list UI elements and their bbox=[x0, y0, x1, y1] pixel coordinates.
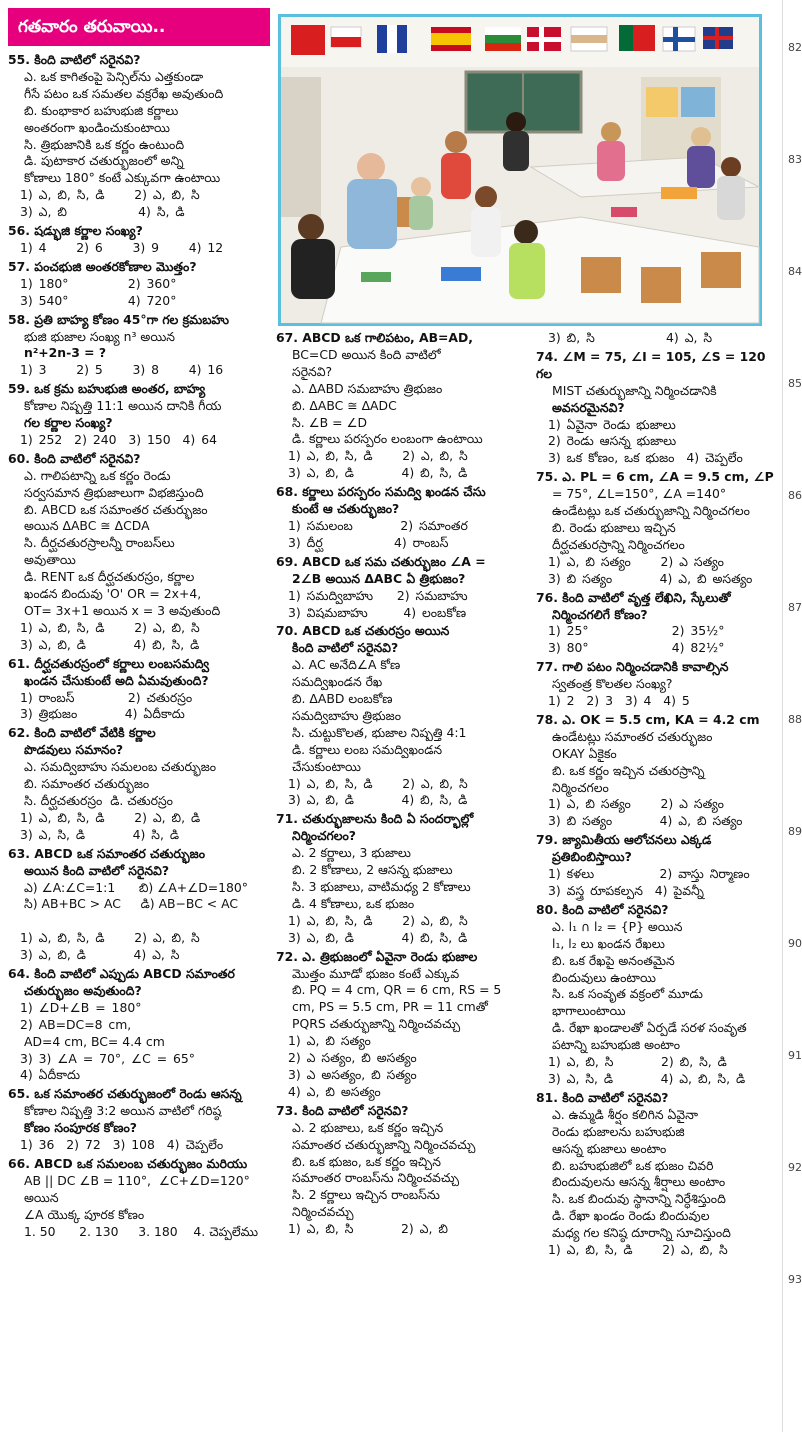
cut-off-question-number: 91 bbox=[788, 1049, 802, 1062]
question-block bbox=[8, 223, 270, 257]
question-list-1 bbox=[8, 52, 270, 1241]
question-block bbox=[276, 949, 540, 1101]
question-block bbox=[276, 811, 540, 946]
column-2 bbox=[276, 330, 540, 1240]
answer-options: 1) కళలు 2) వాస్తు నిర్మాణం bbox=[548, 866, 750, 882]
question-line: ఎ. 2 భుజాలు, ఒక కర్ణం ఇచ్చిన bbox=[292, 1119, 444, 1135]
answer-options: 1) 36 2) 72 3) 108 4) చెప్పలేం bbox=[20, 1137, 224, 1153]
question-line: బి. 2 కోణాలు, 2 ఆసన్న భుజాలు bbox=[292, 862, 453, 878]
question-line: బి. ΔABC ≅ ΔADC bbox=[292, 397, 397, 413]
question-line: నిర్మించగలం bbox=[552, 779, 609, 795]
question-block bbox=[8, 656, 270, 724]
answer-options: 3) ఎ, బి, డి 4) బి, సి, డి bbox=[20, 636, 200, 652]
answer-options: 1) ఏవైనా రెండు భుజాలు bbox=[548, 416, 676, 432]
question-line: భాగాలుంటాయి bbox=[552, 1003, 626, 1019]
answer-options: 3) 3) ∠A = 70°, ∠C = 65° bbox=[20, 1050, 195, 1066]
question-block bbox=[536, 832, 782, 900]
question-line: ఎ. l₁ ∩ l₂ = {P} అయిన bbox=[552, 918, 683, 934]
question-line: PQRS చతుర్భుజాన్ని నిర్మించవచ్చు bbox=[292, 1016, 461, 1032]
answer-options: 1) 3 2) 5 3) 8 4) 16 bbox=[20, 362, 224, 378]
answer-options: 3) దీర్ఘ 4) రాంబస్ bbox=[288, 534, 449, 550]
question-title: 81. కింది వాటిలో సరైనవి? bbox=[536, 1089, 669, 1105]
question-block bbox=[8, 259, 270, 310]
question-line: స్వతంత్ర కొలతల సంఖ్య? bbox=[552, 676, 673, 692]
question-title: 72. ఎ. త్రిభుజంలో ఏవైనా రెండు భుజాల bbox=[276, 948, 478, 964]
answer-options: 3) ఎ, బి, డి 4) బి, సి, డి bbox=[288, 929, 468, 945]
question-title: 57. పంచభుజి అంతరకోణాల మొత్తం? bbox=[8, 258, 197, 274]
answer-options: 1) ఎ, బి సత్యం 2) ఎ సత్యం bbox=[548, 796, 724, 812]
answer-options: 3) ఎ, సి, డి 4) ఎ, బి, సి, డి bbox=[548, 1070, 746, 1086]
question-line: ఎ. ఒక కాగితంపై పెన్సిల్‌ను ఎత్తకుండా bbox=[24, 68, 204, 84]
question-title: 58. ప్రతి బాహ్య కోణం 45°గా గల క్రమబహు bbox=[8, 311, 229, 327]
question-line: బిందువులను ఆసన్న శీర్షాలు అంటాం bbox=[552, 1174, 726, 1190]
question-block bbox=[8, 1156, 270, 1241]
question-line: డి. కర్ణాలు లంబ సమద్విఖండన bbox=[292, 741, 443, 757]
question-line: బి. రెండు భుజాలు ఇచ్చిన bbox=[552, 519, 676, 535]
answer-options: 1) ఎ, బి, సి, డి 2) ఎ, బి, డి bbox=[20, 809, 201, 825]
question-block bbox=[276, 554, 540, 622]
answer-options: 1) ఎ, బి, సి, డి 2) ఎ, బి, సి bbox=[548, 1242, 728, 1258]
answer-options: 1) రాంబస్ 2) చతురస్రం bbox=[20, 689, 193, 705]
column-1 bbox=[8, 0, 270, 1243]
answer-options: 1) 180° 2) 360° bbox=[20, 275, 177, 291]
cut-off-question-number: 82 bbox=[788, 41, 802, 54]
answer-options: 1) ఎ, బి, సి, డి 2) ఎ, బి, సి bbox=[288, 912, 468, 928]
question-line: సి. ఒక సంవృత వక్రంలో మూడు bbox=[552, 986, 703, 1002]
question-title: 73. కింది వాటిలో సరైనవి? bbox=[276, 1102, 409, 1118]
answer-options: 1) 2 2) 3 3) 4 4) 5 bbox=[548, 693, 690, 709]
question-line: MIST చతుర్భుజాన్ని నిర్మించడానికి bbox=[552, 382, 717, 398]
question-title: 59. ఒక క్రమ బహుభుజి అంతర, బాహ్య bbox=[8, 381, 206, 397]
answer-options: 3) విషమబాహు 4) లంబకోణ bbox=[288, 604, 467, 620]
question-line: డి. రేఖా ఖండం రెండు బిందువుల bbox=[552, 1208, 710, 1224]
answer-options: 3) 540° 4) 720° bbox=[20, 292, 177, 308]
question-line: బిందువులు ఉంటాయి bbox=[552, 969, 656, 985]
question-line: ఆసన్న భుజాలు అంటాం bbox=[552, 1140, 667, 1156]
question-block bbox=[536, 590, 782, 658]
question-title: 68. కర్ణాలు పరస్పరం సమద్వి ఖండన చేసు bbox=[276, 484, 486, 500]
answer-options: 3) ఒక కోణం, ఒక భుజం 4) చెప్పలేం bbox=[548, 450, 743, 466]
answer-options: 1) ఎ, బి, సి, డి 2) ఎ, బి, సి bbox=[20, 930, 200, 946]
question-line: సి. ఒక బిందువు స్థానాన్ని నిర్ధేశిస్తుంది bbox=[552, 1191, 726, 1207]
question-block bbox=[8, 846, 270, 964]
cut-off-question-number: 84 bbox=[788, 265, 802, 278]
question-block bbox=[536, 712, 782, 830]
question-line: నిర్మించగలం? bbox=[292, 828, 356, 844]
question-block bbox=[8, 1086, 270, 1154]
answer-options: 3) ఎ, బి 4) సి, డి bbox=[20, 204, 185, 220]
question-block bbox=[8, 451, 270, 654]
answer-options: 1) 252 2) 240 3) 150 4) 64 bbox=[20, 431, 217, 447]
answer-options: 3) త్రిభుజం 4) ఏదీకాదు bbox=[20, 706, 185, 722]
classroom-illustration bbox=[281, 17, 759, 323]
question-line: బి. బహుభుజిలో ఒక భుజం చివరి bbox=[552, 1157, 714, 1173]
question-block bbox=[8, 966, 270, 1084]
question-line: గీసే పటం ఒక సమతల వక్రరేఖ అవుతుంది bbox=[24, 85, 224, 101]
cut-off-question-number: 93 bbox=[788, 1273, 802, 1286]
question-title: 74. ∠M = 75, ∠I = 105, ∠S = 120 గల bbox=[536, 348, 770, 381]
question-title: 64. కింది వాటిలో ఎప్పుడు ABCD సమాంతర bbox=[8, 966, 235, 982]
question-line: కింది వాటిలో సరైనవి? bbox=[292, 640, 399, 656]
question-line: OT= 3x+1 అయిన x = 3 అవుతుంది bbox=[24, 603, 221, 618]
question-line: సి. దీర్ఘచతురస్రం డి. చతురస్రం bbox=[24, 792, 173, 808]
question-line: నిర్మించగలిగే కోణం? bbox=[552, 606, 648, 622]
question-line: సమాంతర చతుర్భుజాన్ని నిర్మించవచ్చు bbox=[292, 1136, 476, 1152]
answer-options: 3) బి సత్యం 4) ఎ, బి సత్యం bbox=[548, 813, 743, 829]
section-banner: గతవారం తరువాయి.. bbox=[8, 8, 270, 46]
question-line: ఎ) ∠A:∠C=1:1 బి) ∠A+∠D=180° bbox=[24, 879, 249, 895]
question-line: సి. దీర్ఘచతురస్రాలన్నీ రాంబస్‌లు bbox=[24, 535, 175, 551]
answer-options: 3) ఎ, సి, డి 4) సి, డి bbox=[20, 826, 179, 842]
question-line: సమాంతర రాంబస్‌ను నిర్మించవచ్చు bbox=[292, 1170, 460, 1186]
question-line: డి. RENT ఒక దీర్ఘచతురస్రం, కర్ణాల bbox=[24, 569, 195, 585]
question-title: 65. ఒక సమాంతర చతుర్భుజంలో రెండు ఆసన్న bbox=[8, 1086, 242, 1102]
question-line: ప్రతిబింబిస్తాయి? bbox=[552, 849, 632, 865]
question-line: కోణం సంపూరక కోణం? bbox=[24, 1120, 137, 1136]
question-line: OKAY ఏకైకం bbox=[552, 745, 617, 761]
question-block bbox=[276, 1103, 540, 1238]
question-line: పటాన్ని బహుభుజి అంటాం bbox=[552, 1037, 680, 1053]
question-line: ఎ. ΔABD సమబాహు త్రిభుజం bbox=[292, 380, 443, 396]
question-title: 79. జ్యామితీయ ఆలోచనలు ఎక్కడ bbox=[536, 832, 712, 848]
answer-options: 1) సమద్విబాహు 2) సమబాహు bbox=[288, 587, 468, 603]
answer-options: 1) ఎ, బి, సి 2) ఎ, బి bbox=[288, 1221, 448, 1237]
question-block bbox=[276, 484, 540, 552]
question-line: గల కర్ణాల సంఖ్య? bbox=[24, 415, 113, 431]
question-line: డి. కర్ణాలు పరస్పరం లంబంగా ఉంటాయి bbox=[292, 431, 483, 447]
answer-options: 3) వస్త్ర రూపకల్పన 4) పైవన్నీ bbox=[548, 883, 704, 898]
question-title: 66. ABCD ఒక సమలంబ చతుర్భుజం మరియు bbox=[8, 1156, 248, 1171]
answer-options: 1) ఎ, బి, సి, డి 2) ఎ, బి, సి bbox=[20, 619, 200, 635]
question-line: బి. ABCD ఒక సమాంతర చతుర్భుజం bbox=[24, 501, 208, 517]
question-title: 56. షడ్భుజి కర్ణాల సంఖ్య? bbox=[8, 223, 143, 239]
question-line: ఎ. గాలిపటాన్ని ఒక కర్ణం రెండు bbox=[24, 467, 171, 483]
question-line: = 75°, ∠L=150°, ∠A =140° bbox=[552, 486, 727, 502]
cut-off-question-number: 85 bbox=[788, 377, 802, 390]
question-line: మొత్తం మూడో భుజం కంటే ఎక్కువ bbox=[292, 965, 460, 981]
answer-options: 3) ఎ, బి, డి 4) బి, సి, డి bbox=[288, 792, 468, 808]
question-title: 75. ఎ. PL = 6 cm, ∠A = 9.5 cm, ∠P bbox=[536, 469, 774, 485]
question-line: సి. 3 భుజాలు, వాటిమధ్య 2 కోణాలు bbox=[292, 879, 471, 894]
answer-options: 3) బి సత్యం 4) ఎ, బి అసత్యం bbox=[548, 570, 753, 586]
answer-options: 2) రెండు ఆసన్న భుజాలు bbox=[548, 433, 677, 449]
question-block bbox=[8, 312, 270, 380]
question-line: బి. ΔABD లంబకోణ bbox=[292, 691, 393, 707]
answer-options: 3) ఎ, బి, డి 4) ఎ, సి bbox=[20, 947, 180, 963]
question-line: డి. పుటాకార చతుర్భుజంలో అన్ని bbox=[24, 153, 184, 169]
question-line: బి. ఒక కర్ణం ఇచ్చిన చతురస్రాన్ని bbox=[552, 762, 705, 778]
answer-options: 1) ఎ, బి, సి, డి 2) ఎ, బి, సి bbox=[20, 187, 200, 203]
question-line bbox=[8, 913, 270, 930]
question-block bbox=[536, 349, 782, 467]
question-line: ఉండేటట్లు సమాంతర చతుర్భుజం bbox=[552, 728, 713, 744]
question-line: పొడవులు సమానం? bbox=[24, 742, 124, 758]
question-title: 76. కింది వాటిలో వృత్త లేఖిని, స్కేలుతో bbox=[536, 589, 731, 605]
question-title: 55. కింది వాటిలో సరైనవి? bbox=[8, 52, 141, 67]
question-line: BC=CD అయిన కింది వాటిలో bbox=[292, 346, 441, 362]
question-title: 60. కింది వాటిలో సరైనవి? bbox=[8, 450, 141, 466]
question-block bbox=[536, 1090, 782, 1259]
answer-options: 1) 4 2) 6 3) 9 4) 12 bbox=[20, 239, 224, 255]
answer-options: 2) AB=DC=8 cm, bbox=[20, 1016, 132, 1032]
question-line: AB || DC ∠B = 110°, ∠C+∠D=120° అయిన bbox=[24, 1172, 254, 1205]
question-line: అవసరమైనవి? bbox=[552, 399, 625, 415]
cut-off-question-number: 92 bbox=[788, 1161, 802, 1174]
question-line: ఎ. 2 కర్ణాలు, 3 భుజాలు bbox=[292, 845, 411, 861]
question-line: రెండు భుజాలను బహుభుజి bbox=[552, 1123, 685, 1139]
question-line: బి. సమాంతర చతుర్భుజం bbox=[24, 776, 150, 792]
answer-options: 1) ఎ, బి, సి, డి 2) ఎ, బి, సి bbox=[288, 448, 468, 464]
answer-options: 2) ఎ సత్యం, బి అసత్యం bbox=[288, 1050, 417, 1066]
answer-options: 1) సమలంబ 2) సమాంతర bbox=[288, 517, 468, 533]
question-line: కోణాల నిష్పత్తి 3:2 అయిన వాటిలో గరిష్ఠ bbox=[24, 1103, 222, 1119]
question-line: l₁, l₂ లు ఖండన రేఖలు bbox=[552, 935, 665, 951]
question-line: అయిన కింది వాటిలో సరైనవి? bbox=[24, 862, 170, 878]
question-line: ∠A యొక్క పూరక కోణం bbox=[24, 1206, 145, 1222]
question-line: అవుతాయి bbox=[24, 552, 76, 568]
question-line: సమద్విబాహు త్రిభుజం bbox=[292, 707, 401, 723]
question-block bbox=[8, 381, 270, 449]
question-title: 69. ABCD ఒక సమ చతుర్భుజం ∠A = bbox=[276, 553, 486, 569]
answer-options: 3) ఎ అసత్యం, బి సత్యం bbox=[288, 1066, 417, 1082]
question-line: ఎ. సమద్విబాహు సమలంబ చతుర్భుజం bbox=[24, 759, 217, 775]
question-title: 71. చతుర్భుజాలను కింది ఏ సందర్భాల్లో bbox=[276, 811, 474, 827]
question-line: 1. 50 2. 130 3. 180 4. చెప్పలేము bbox=[24, 1223, 259, 1239]
question-line: సి. త్రిభుజానికి ఒక కర్ణం ఉంటుంది bbox=[24, 136, 185, 152]
answer-options: 3) బి, సి 4) ఎ, సి bbox=[548, 330, 713, 345]
question-line: భుజి భుజాల సంఖ్య n³ అయిన bbox=[24, 328, 175, 344]
question-line: బి. కుంభాకార బహుభుజి కర్ణాలు bbox=[24, 102, 179, 118]
question-line: ఎ. ఉమ్మడి శీర్షం కలిగిన ఏవైనా bbox=[552, 1106, 698, 1122]
question-line: కోణాల నిష్పత్తి 11:1 అయిన దానికి గీయ bbox=[24, 398, 222, 414]
answer-options: 4) ఏదీకాదు bbox=[20, 1067, 80, 1083]
answer-options: 3) 80° 4) 82½° bbox=[548, 640, 725, 656]
answer-options: 1) ఎ, బి సత్యం bbox=[288, 1033, 371, 1049]
question-title: 70. ABCD ఒక చతురస్రం అయిన bbox=[276, 623, 450, 639]
cut-off-question-number: 90 bbox=[788, 937, 802, 950]
cut-off-question-number: 88 bbox=[788, 713, 802, 726]
question-block bbox=[8, 52, 270, 221]
question-line: బి. ఒక రేఖపై అనంతమైన bbox=[552, 952, 675, 968]
question-line: బి. PQ = 4 cm, QR = 6 cm, RS = 5 bbox=[292, 982, 502, 998]
question-line: ఖండన బిందువు 'O' OR = 2x+4, bbox=[24, 586, 202, 602]
answer-options: 1) ఎ, బి, సి 2) బి, సి, డి bbox=[548, 1054, 727, 1070]
question-title: 78. ఎ. OK = 5.5 cm, KA = 4.2 cm bbox=[536, 711, 760, 727]
question-title: 77. గాలి పటం నిర్మించడానికి కావాల్సిన bbox=[536, 659, 729, 675]
answer-options: 3) ఎ, బి, డి 4) బి, సి, డి bbox=[288, 465, 468, 481]
question-line: ఉండేటట్లు ఒక చతుర్భుజాన్ని నిర్మించగలం bbox=[552, 503, 750, 519]
question-block bbox=[276, 330, 540, 482]
question-line: n²+2n-3 = ? bbox=[24, 345, 107, 361]
question-line: అంతరంగా ఖండించుకుంటాయి bbox=[24, 119, 170, 135]
answer-options: 1) 25° 2) 35½° bbox=[548, 623, 725, 639]
question-line: బి. ఒక భుజం, ఒక కర్ణం ఇచ్చిన bbox=[292, 1153, 441, 1169]
question-line: డి. 4 కోణాలు, ఒక భుజం bbox=[292, 895, 415, 911]
question-line: కోణాలు 180° కంటే ఎక్కువగా ఉంటాయి bbox=[24, 170, 221, 186]
question-title: 61. దీర్ఘచతురస్రంలో కర్ణాలు లంబసమద్వి bbox=[8, 655, 210, 671]
question-line: సి. 2 కర్ణాలు ఇచ్చిన రాంబస్‌ను bbox=[292, 1187, 440, 1203]
question-line: కుంటే ఆ చతుర్భుజం? bbox=[292, 501, 400, 517]
answer-options: 1) ఎ, బి సత్యం 2) ఎ సత్యం bbox=[548, 553, 724, 569]
question-line: ఖండన చేసుకుంటే అది ఏమవుతుంది? bbox=[24, 672, 209, 688]
answer-options: 4) ఎ, బి అసత్యం bbox=[288, 1083, 381, 1099]
question-title: 63. ABCD ఒక సమాంతర చతుర్భుజం bbox=[8, 845, 205, 861]
question-line: దీర్ఘచతురస్రాన్ని నిర్మించగలం bbox=[552, 536, 685, 552]
classroom-photo bbox=[278, 14, 762, 326]
question-line: ఎ. AC అనేది∠A కోణ bbox=[292, 657, 401, 673]
question-line: అయిన ΔABC ≅ ΔCDA bbox=[24, 518, 150, 534]
question-line: సి) AB+BC > AC డి) AB−BC < AC bbox=[24, 896, 239, 912]
question-block bbox=[536, 469, 782, 587]
cut-off-question-number: 87 bbox=[788, 601, 802, 614]
question-line: సర్వసమాన త్రిభుజాలుగా విభజిస్తుంది bbox=[24, 484, 204, 500]
answer-options: 1) ∠D+∠B = 180° bbox=[20, 999, 142, 1015]
question-block bbox=[536, 659, 782, 710]
question-line: సమద్విఖండన రేఖ bbox=[292, 674, 383, 690]
question-line: సరైనవి? bbox=[292, 363, 333, 379]
question-title: 80. కింది వాటిలో సరైనవి? bbox=[536, 901, 669, 917]
question-line: cm, PS = 5.5 cm, PR = 11 cmతో bbox=[292, 999, 488, 1015]
cut-off-question-number: 86 bbox=[788, 489, 802, 502]
question-line: సి. చుట్టుకొలత, భుజాల నిష్పత్తి 4:1 bbox=[292, 724, 467, 740]
question-title: 67. ABCD ఒక గాలిపటం, AB=AD, bbox=[276, 330, 473, 345]
question-line: AD=4 cm, BC= 4.4 cm bbox=[24, 1033, 165, 1049]
cut-off-question-number: 89 bbox=[788, 825, 802, 838]
question-line: సి. ∠B = ∠D bbox=[292, 414, 368, 430]
question-line: మధ్య గల కనిష్ఠ దూరాన్ని సూచిస్తుంది bbox=[552, 1225, 731, 1241]
question-line: నిర్మించవచ్చు bbox=[292, 1204, 354, 1220]
question-block bbox=[536, 902, 782, 1088]
answer-options: 1) ఎ, బి, సి, డి 2) ఎ, బి, సి bbox=[288, 775, 468, 791]
column-separator bbox=[782, 0, 783, 1432]
question-line: డి. రేఖా ఖండాలతో ఏర్పడే సరళ సంవృత bbox=[552, 1020, 747, 1036]
question-block bbox=[276, 623, 540, 809]
question-title: 62. కింది వాటిలో వేటికి కర్ణాల bbox=[8, 725, 156, 741]
question-line: చతుర్భుజం అవుతుంది? bbox=[24, 982, 142, 998]
question-block bbox=[536, 330, 782, 347]
cut-off-question-number: 83 bbox=[788, 153, 802, 166]
question-line: 2∠B అయిన ΔABC ఏ త్రిభుజం? bbox=[292, 570, 466, 586]
question-line: చేసుకుంటాయి bbox=[292, 758, 361, 774]
column-3 bbox=[536, 330, 782, 1261]
question-block bbox=[8, 725, 270, 843]
